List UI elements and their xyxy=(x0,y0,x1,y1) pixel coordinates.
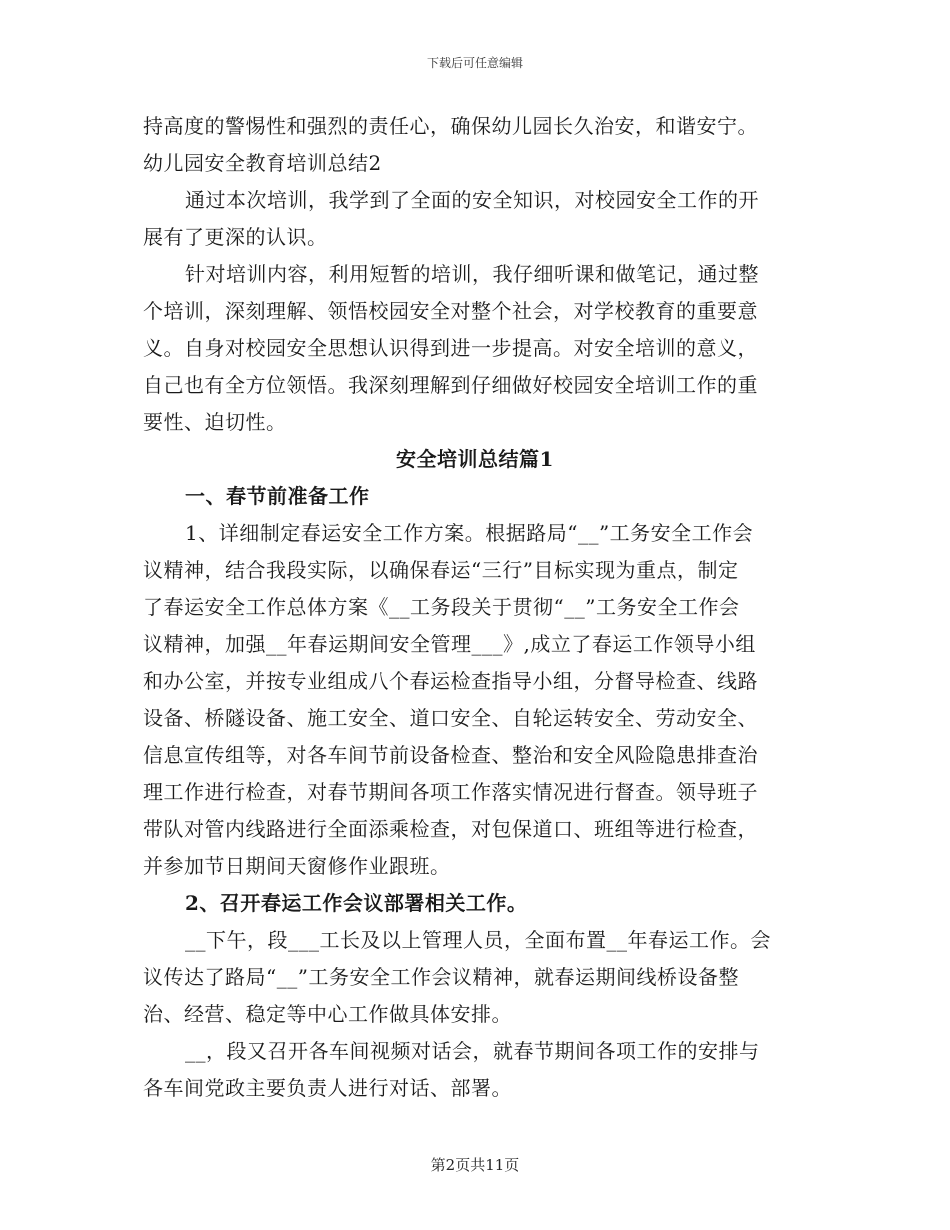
text-line: 持高度的警惕性和强烈的责任心，确保幼儿园长久治安，和谐安宁。 xyxy=(143,114,758,138)
text-line: 针对培训内容，利用短暂的培训，我仔细听课和做笔记，通过整 xyxy=(185,262,759,286)
text-line: __，段又召开各车间视频对话会，就春节期间各项工作的安排与 xyxy=(185,1039,760,1063)
text-line: 议精神，结合我段实际，以确保春运“三行”目标实现为重点，制定 xyxy=(143,558,739,582)
text-line: 通过本次培训，我学到了全面的安全知识，对校园安全工作的开 xyxy=(185,188,759,212)
text-line: 展有了更深的认识。 xyxy=(143,225,328,249)
section-heading: 2、召开春运工作会议部署相关工作。 xyxy=(185,891,528,915)
text-line: 议精神，加强__年春运期间安全管理___》,成立了春运工作领导小组 xyxy=(143,632,756,656)
text-line: 义。自身对校园安全思想认识得到进一步提高。对安全培训的意义， xyxy=(143,336,758,360)
text-line: 要性、迫切性。 xyxy=(143,410,287,434)
text-line: __下午，段___工长及以上管理人员，全面布置__年春运工作。会 xyxy=(185,928,771,952)
page-header: 下载后可任意编辑 xyxy=(426,56,523,70)
text-line: 带队对管内线路进行全面添乘检查，对包保道口、班组等进行检查， xyxy=(143,817,758,841)
section-heading: 安全培训总结篇1 xyxy=(396,447,554,471)
section-heading: 一、春节前准备工作 xyxy=(185,484,370,508)
text-line: 自己也有全方位领悟。我深刻理解到仔细做好校园安全培训工作的重 xyxy=(143,373,758,397)
text-line: 信息宣传组等，对各车间节前设备检查、整治和安全风险隐患排查治 xyxy=(143,743,758,767)
text-line: 幼儿园安全教育培训总结2 xyxy=(143,151,382,175)
text-line: 1、详细制定春运安全工作方案。根据路局“__”工务安全工作会 xyxy=(185,521,754,545)
text-line: 了春运安全工作总体方案《__工务段关于贯彻“__”工务安全工作会 xyxy=(143,595,740,619)
text-line: 议传达了路局“__”工务安全工作会议精神，就春运期间线桥设备整 xyxy=(143,965,739,989)
text-line: 设备、桥隧设备、施工安全、道口安全、自轮运转安全、劳动安全、 xyxy=(143,706,758,730)
text-line: 治、经营、稳定等中心工作做具体安排。 xyxy=(143,1002,512,1026)
page-footer: 第2页共11页 xyxy=(430,1156,520,1174)
text-line: 并参加节日期间天窗修作业跟班。 xyxy=(143,854,451,878)
document-body xyxy=(143,108,807,1107)
text-line: 理工作进行检查，对春节期间各项工作落实情况进行督查。领导班子 xyxy=(143,780,758,804)
text-line: 和办公室，并按专业组成八个春运检查指导小组，分督导检查、线路 xyxy=(143,669,758,693)
text-line: 个培训，深刻理解、领悟校园安全对整个社会，对学校教育的重要意 xyxy=(143,299,758,323)
text-line: 各车间党政主要负责人进行对话、部署。 xyxy=(143,1076,512,1100)
